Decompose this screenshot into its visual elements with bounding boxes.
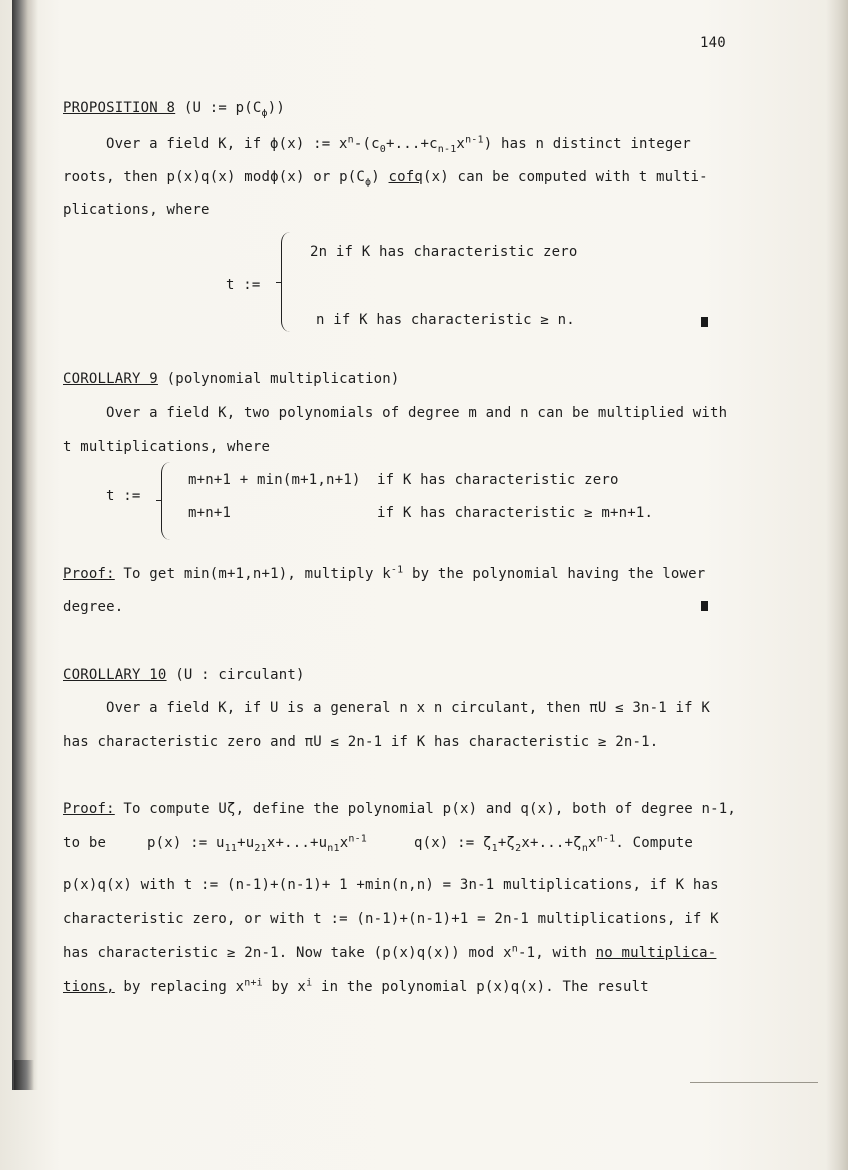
superscript: i — [306, 977, 313, 989]
proof-10-p-definition — [147, 834, 367, 852]
text: in the polynomial p(x)q(x). The result — [320, 979, 649, 995]
case-characteristic-zero: 2n if K has characteristic zero — [310, 244, 578, 260]
proof-10-line-1 — [63, 800, 736, 818]
qed-square-icon — [701, 317, 708, 327]
superscript: n+i — [244, 977, 263, 989]
proposition-8-heading — [63, 99, 285, 117]
text: roots, then p(x)q(x) modϕ(x) or p(C — [63, 169, 366, 185]
superscript: n — [347, 134, 354, 146]
heading-text: (U := p(C — [183, 100, 262, 116]
heading-label: COROLLARY 10 — [63, 667, 167, 683]
text: Over a field K, if ϕ(x) := x — [106, 136, 348, 152]
qed-square-icon — [701, 601, 708, 611]
text: +ζ — [497, 835, 516, 851]
text: by replacing x — [123, 979, 245, 995]
subscript: 0 — [379, 143, 386, 155]
cor9-line-2: t multiplications, where — [63, 439, 271, 455]
text: x+...+ζ — [521, 835, 582, 851]
case-1-condition: if K has characteristic zero — [377, 472, 619, 488]
heading-label: PROPOSITION 8 — [63, 100, 176, 116]
text: -(c — [353, 136, 380, 152]
proof-label: Proof: — [63, 801, 115, 817]
text: q(x) := ζ — [414, 835, 492, 851]
text: has characteristic ≥ 2n-1. Now take (p(x)q(x)) mod x — [63, 945, 512, 961]
text: by the polynomial having the lower — [412, 566, 706, 582]
superscript: -1 — [390, 564, 404, 576]
heading-label: COROLLARY 9 — [63, 371, 158, 387]
proof-10-line-3: p(x)q(x) with t := (n-1)+(n-1)+ 1 +min(n,n) = 3n-1 multiplications, if K has — [63, 877, 719, 893]
underlined-text: no multiplica- — [595, 945, 717, 961]
cor10-line-1: Over a field K, if U is a general n x n circulant, then πU ≤ 3n-1 if K — [106, 700, 711, 716]
text: x — [339, 835, 349, 851]
t-definition-label: t := — [226, 277, 261, 293]
underlined-text: tions, — [63, 979, 115, 995]
proof-10-q-definition — [414, 834, 693, 852]
proof-10-line-6 — [63, 978, 649, 996]
text: +...+c — [385, 136, 438, 152]
text: (x) can be computed with t multi- — [423, 169, 708, 185]
text: To get min(m+1,n+1), multiply k — [123, 566, 391, 582]
cor9-line-1: Over a field K, two polynomials of degree m and n can be multiplied with — [106, 405, 728, 421]
text: +u — [237, 835, 255, 851]
superscript: n-1 — [348, 833, 368, 845]
subscript: n1 — [327, 842, 340, 854]
binding-shadow — [12, 0, 38, 1090]
proof-10-line-5 — [63, 944, 716, 962]
text: -1, with — [517, 945, 587, 961]
case-2-condition: if K has characteristic ≥ m+n+1. — [377, 505, 654, 521]
text: x — [456, 136, 466, 152]
case-2-expression: m+n+1 — [188, 505, 232, 521]
text: ) has n distinct integer — [483, 136, 691, 152]
proof-10-line-2a: to be — [63, 835, 107, 851]
heading-text: (U : circulant) — [175, 667, 305, 683]
superscript: n — [511, 943, 518, 955]
prop8-line-2 — [63, 168, 708, 186]
subscript: ϕ — [261, 107, 268, 119]
binding-edge — [14, 1060, 34, 1090]
subscript: 1 — [491, 842, 498, 854]
brace-point — [156, 500, 162, 501]
prop8-line-3: plications, where — [63, 202, 210, 218]
corollary-9-heading — [63, 370, 400, 388]
proof-label: Proof: — [63, 566, 115, 582]
subscript: 11 — [224, 842, 238, 854]
t-definition-label: t := — [106, 488, 141, 504]
heading-text: (polynomial multiplication) — [166, 371, 400, 387]
superscript: n-1 — [465, 134, 484, 146]
proof-9-line-2: degree. — [63, 599, 124, 615]
subscript: 2 — [515, 842, 522, 854]
case-1-expression: m+n+1 + min(m+1,n+1) — [188, 472, 361, 488]
left-brace — [281, 232, 290, 332]
subscript: 21 — [254, 842, 267, 854]
page-number: 140 — [700, 35, 726, 51]
text: by x — [271, 979, 307, 995]
prop8-line-1 — [106, 135, 691, 153]
text: ) — [371, 169, 380, 185]
text: x+...+u — [266, 835, 328, 851]
left-brace — [161, 462, 170, 540]
page-edge-shadow — [826, 0, 848, 1170]
text: x — [588, 835, 597, 851]
brace-point — [276, 282, 282, 283]
cofq-term: cofq — [388, 169, 424, 185]
footer-rule — [690, 1082, 818, 1083]
text: . Compute — [615, 835, 694, 851]
heading-text: )) — [267, 100, 285, 116]
subscript: n — [581, 842, 589, 854]
subscript: ϕ — [365, 176, 372, 188]
proof-10-line-4: characteristic zero, or with t := (n-1)+(n-1)+1 = 2n-1 multiplications, if K — [63, 911, 719, 927]
case-characteristic-n: n if K has characteristic ≥ n. — [316, 312, 575, 328]
subscript: n-1 — [437, 143, 457, 155]
text: To compute Uζ, define the polynomial p(x) and q(x), both of degree n-1, — [123, 801, 737, 817]
proof-9-line-1 — [63, 565, 705, 583]
corollary-10-heading — [63, 666, 305, 684]
cor10-line-2: has characteristic zero and πU ≤ 2n-1 if K has characteristic ≥ 2n-1. — [63, 734, 659, 750]
text: p(x) := u — [147, 835, 225, 851]
superscript: n-1 — [596, 833, 616, 845]
